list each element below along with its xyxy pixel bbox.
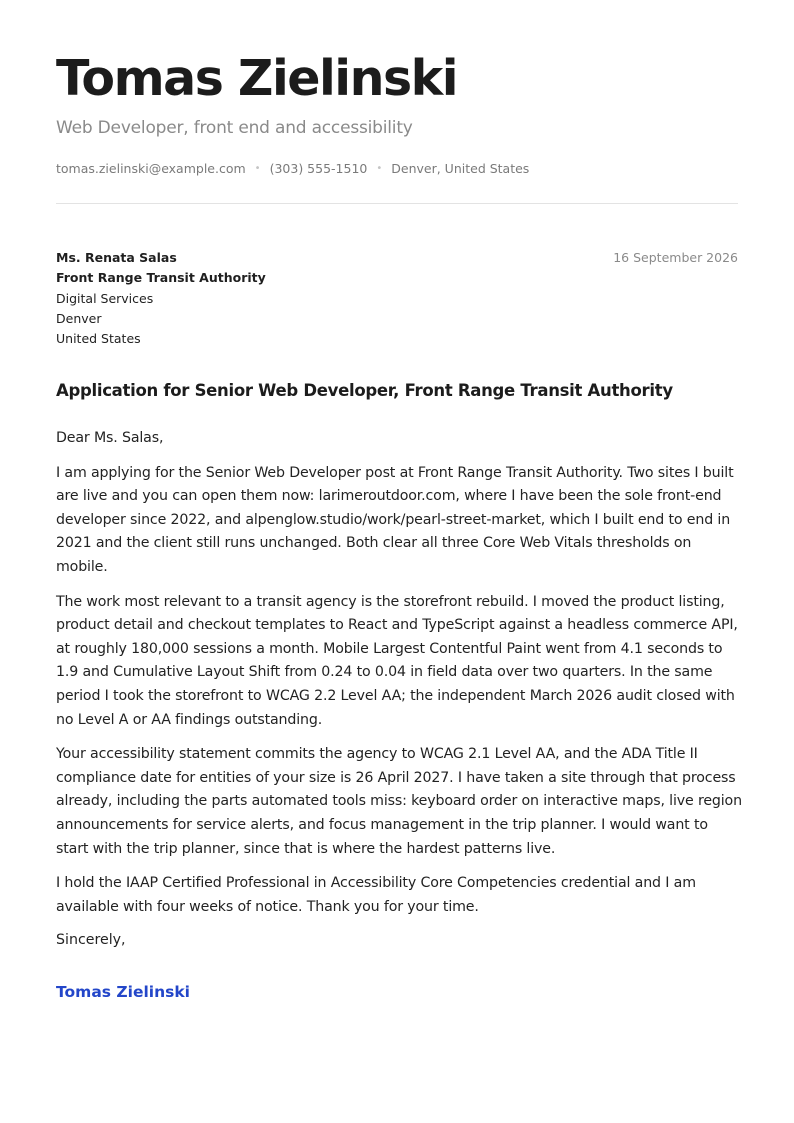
signature-name: Tomas Zielinski	[56, 983, 190, 1001]
salutation: Dear Ms. Salas,	[56, 430, 164, 446]
recipient-organization: Front Range Transit Authority	[56, 270, 266, 286]
applicant-tagline: Web Developer, front end and accessibility	[56, 118, 413, 138]
header-divider	[56, 203, 738, 204]
applicant-name: Tomas Zielinski	[56, 50, 458, 107]
recipient-country: United States	[56, 331, 141, 347]
letter-closing: Sincerely,	[56, 932, 126, 948]
contact-email[interactable]: tomas.zielinski@example.com	[56, 161, 246, 176]
letter-subject: Application for Senior Web Developer, Front Range Transit Authority	[56, 381, 673, 400]
contact-separator: •	[376, 163, 383, 174]
letter-date: 16 September 2026	[613, 250, 738, 265]
contact-location: Denver, United States	[391, 161, 530, 176]
contact-separator: •	[254, 163, 261, 174]
body-paragraph: Your accessibility statement commits the agency to WCAG 2.1 Level AA, and the ADA Title II compliance date for entities of your size is 26 April 2027. I have taken a site through that process already, including the parts automated tools miss: keyboard order on interactive maps, live region announcements for service alerts, and focus management in the trip planner. I would want to start with the trip planner, since that is where the hardest patterns live.	[56, 746, 742, 857]
recipient-name: Ms. Renata Salas	[56, 250, 177, 265]
contact-line	[56, 161, 529, 176]
body-paragraph: I am applying for the Senior Web Developer post at Front Range Transit Authority. Two sites I built are live and you can open them now: larimeroutdoor.com, where I have been the sole front-end developer since 2022, and alpenglow.studio/work/pearl-street-market, which I built end to end in 2021 and the client still runs unchanged. Both clear all three Core Web Vitals thresholds on mobile.	[56, 464, 734, 575]
body-paragraph: The work most relevant to a transit agency is the storefront rebuild. I moved the product listing, product detail and checkout templates to React and TypeScript against a headless commerce API, at roughly 180,000 sessions a month. Mobile Largest Contentful Paint went from 4.1 seconds to 1.9 and Cumulative Layout Shift from 0.24 to 0.04 in field data over two quarters. In the same period I took the storefront to WCAG 2.2 Level AA; the independent March 2026 audit closed with no Level A or AA findings outstanding.	[56, 593, 738, 728]
recipient-address	[56, 248, 266, 349]
recipient-city: Denver	[56, 310, 102, 326]
letter-body	[56, 427, 742, 930]
contact-phone[interactable]: (303) 555-1510	[269, 161, 368, 176]
body-paragraph: I hold the IAAP Certified Professional in Accessibility Core Competencies credential and I am available with four weeks of notice. Thank you for your time.	[56, 875, 696, 915]
recipient-department: Digital Services	[56, 290, 154, 306]
